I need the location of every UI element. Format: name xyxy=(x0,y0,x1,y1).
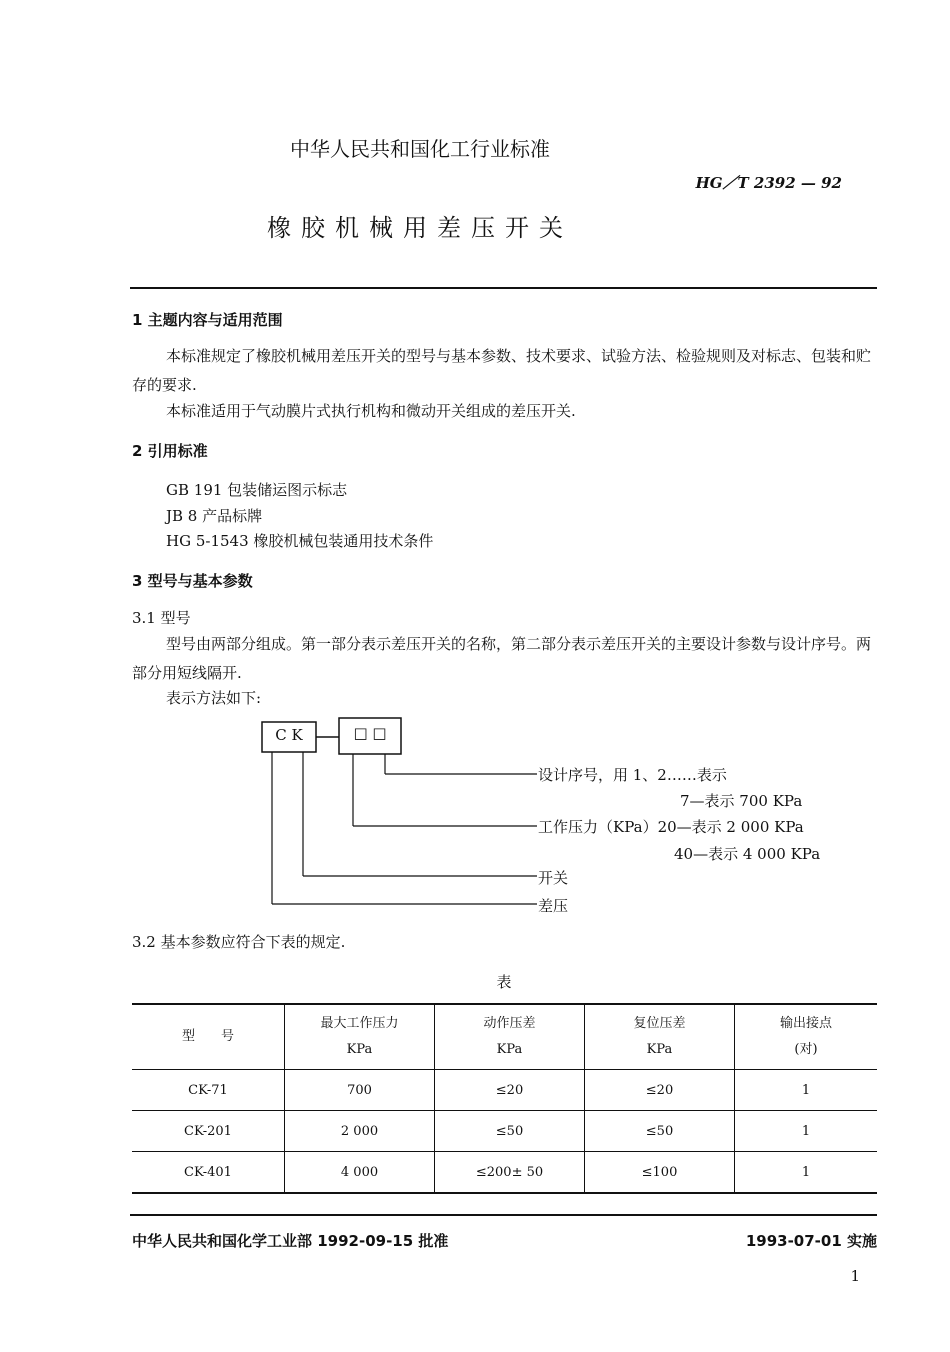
section-2-heading: 2 引用标准 xyxy=(132,442,208,460)
table-row xyxy=(132,1070,877,1111)
cell-model: CK-71 xyxy=(132,1070,285,1111)
cell-action-diff: ≤20 xyxy=(435,1070,585,1111)
cell-model: CK-201 xyxy=(132,1111,285,1152)
page-number: 1 xyxy=(850,1267,860,1285)
approval-note: 中华人民共和国化学工业部 1992-09-15 批准 xyxy=(132,1232,449,1250)
cell-reset-diff: ≤20 xyxy=(585,1070,735,1111)
cell-max-pressure: 2 000 xyxy=(285,1111,435,1152)
header-model: 型 号 xyxy=(132,1004,285,1070)
section-3-heading: 3 型号与基本参数 xyxy=(132,572,253,590)
header-output-contacts: 输出接点 (对) xyxy=(735,1004,878,1070)
representation-intro: 表示方法如下: xyxy=(166,689,262,707)
header-max-pressure: 最大工作压力 KPa xyxy=(285,1004,435,1070)
header-reset-diff: 复位压差 KPa xyxy=(585,1004,735,1070)
table-header-row xyxy=(132,1004,877,1070)
label-differential-pressure: 差压 xyxy=(538,897,569,915)
reference-jb8: JB 8 产品标牌 xyxy=(166,507,263,525)
document-title: 橡胶机械用差压开关 xyxy=(267,214,573,242)
footer-rule xyxy=(130,1214,877,1216)
table-row xyxy=(132,1111,877,1152)
section-1-heading: 1 主题内容与适用范围 xyxy=(132,311,283,329)
diagram-lines xyxy=(255,715,555,915)
label-4000kpa: 40—表示 4 000 KPa xyxy=(674,845,821,863)
reference-gb191: GB 191 包装储运图示标志 xyxy=(166,481,348,499)
cell-max-pressure: 4 000 xyxy=(285,1152,435,1194)
cell-action-diff: ≤200± 50 xyxy=(435,1152,585,1194)
standard-org-header: 中华人民共和国化工行业标准 xyxy=(290,137,550,161)
label-switch: 开关 xyxy=(538,869,569,887)
section-3-1-para: 型号由两部分组成。第一部分表示差压开关的名称，第二部分表示差压开关的主要设计参数与设计序号。两部分用短线隔开. xyxy=(132,635,872,682)
standard-code: HG／T 2392 — 92 xyxy=(695,174,842,192)
reference-hg5-1543: HG 5-1543 橡胶机械包装通用技术条件 xyxy=(166,532,434,550)
table-row xyxy=(132,1152,877,1194)
cell-max-pressure: 700 xyxy=(285,1070,435,1111)
section-3-1-heading: 3.1 型号 xyxy=(132,609,191,627)
section-1-para-2: 本标准适用于气动膜片式执行机构和微动开关组成的差压开关. xyxy=(166,402,576,420)
cell-action-diff: ≤50 xyxy=(435,1111,585,1152)
header-action-diff: 动作压差 KPa xyxy=(435,1004,585,1070)
effective-date: 1993-07-01 实施 xyxy=(745,1232,877,1250)
cell-output-contacts: 1 xyxy=(735,1152,878,1194)
cell-reset-diff: ≤100 xyxy=(585,1152,735,1194)
label-working-pressure: 工作压力（KPa）20—表示 2 000 KPa xyxy=(538,818,804,836)
cell-output-contacts: 1 xyxy=(735,1070,878,1111)
box-param-label: □ □ xyxy=(353,724,387,742)
label-700kpa: 7—表示 700 KPa xyxy=(680,792,803,810)
cell-reset-diff: ≤50 xyxy=(585,1111,735,1152)
header-rule xyxy=(130,287,877,289)
box-ck-label: C K xyxy=(275,726,303,744)
cell-output-contacts: 1 xyxy=(735,1111,878,1152)
section-1-para-1: 本标准规定了橡胶机械用差压开关的型号与基本参数、技术要求、试验方法、检验规则及对标志、包装和贮存的要求. xyxy=(132,347,872,394)
cell-model: CK-401 xyxy=(132,1152,285,1194)
label-design-serial: 设计序号，用 1、2……表示 xyxy=(538,766,727,784)
section-3-2-heading: 3.2 基本参数应符合下表的规定. xyxy=(132,933,346,951)
basic-parameters-table xyxy=(132,1003,877,1194)
table-caption: 表 xyxy=(496,973,512,991)
